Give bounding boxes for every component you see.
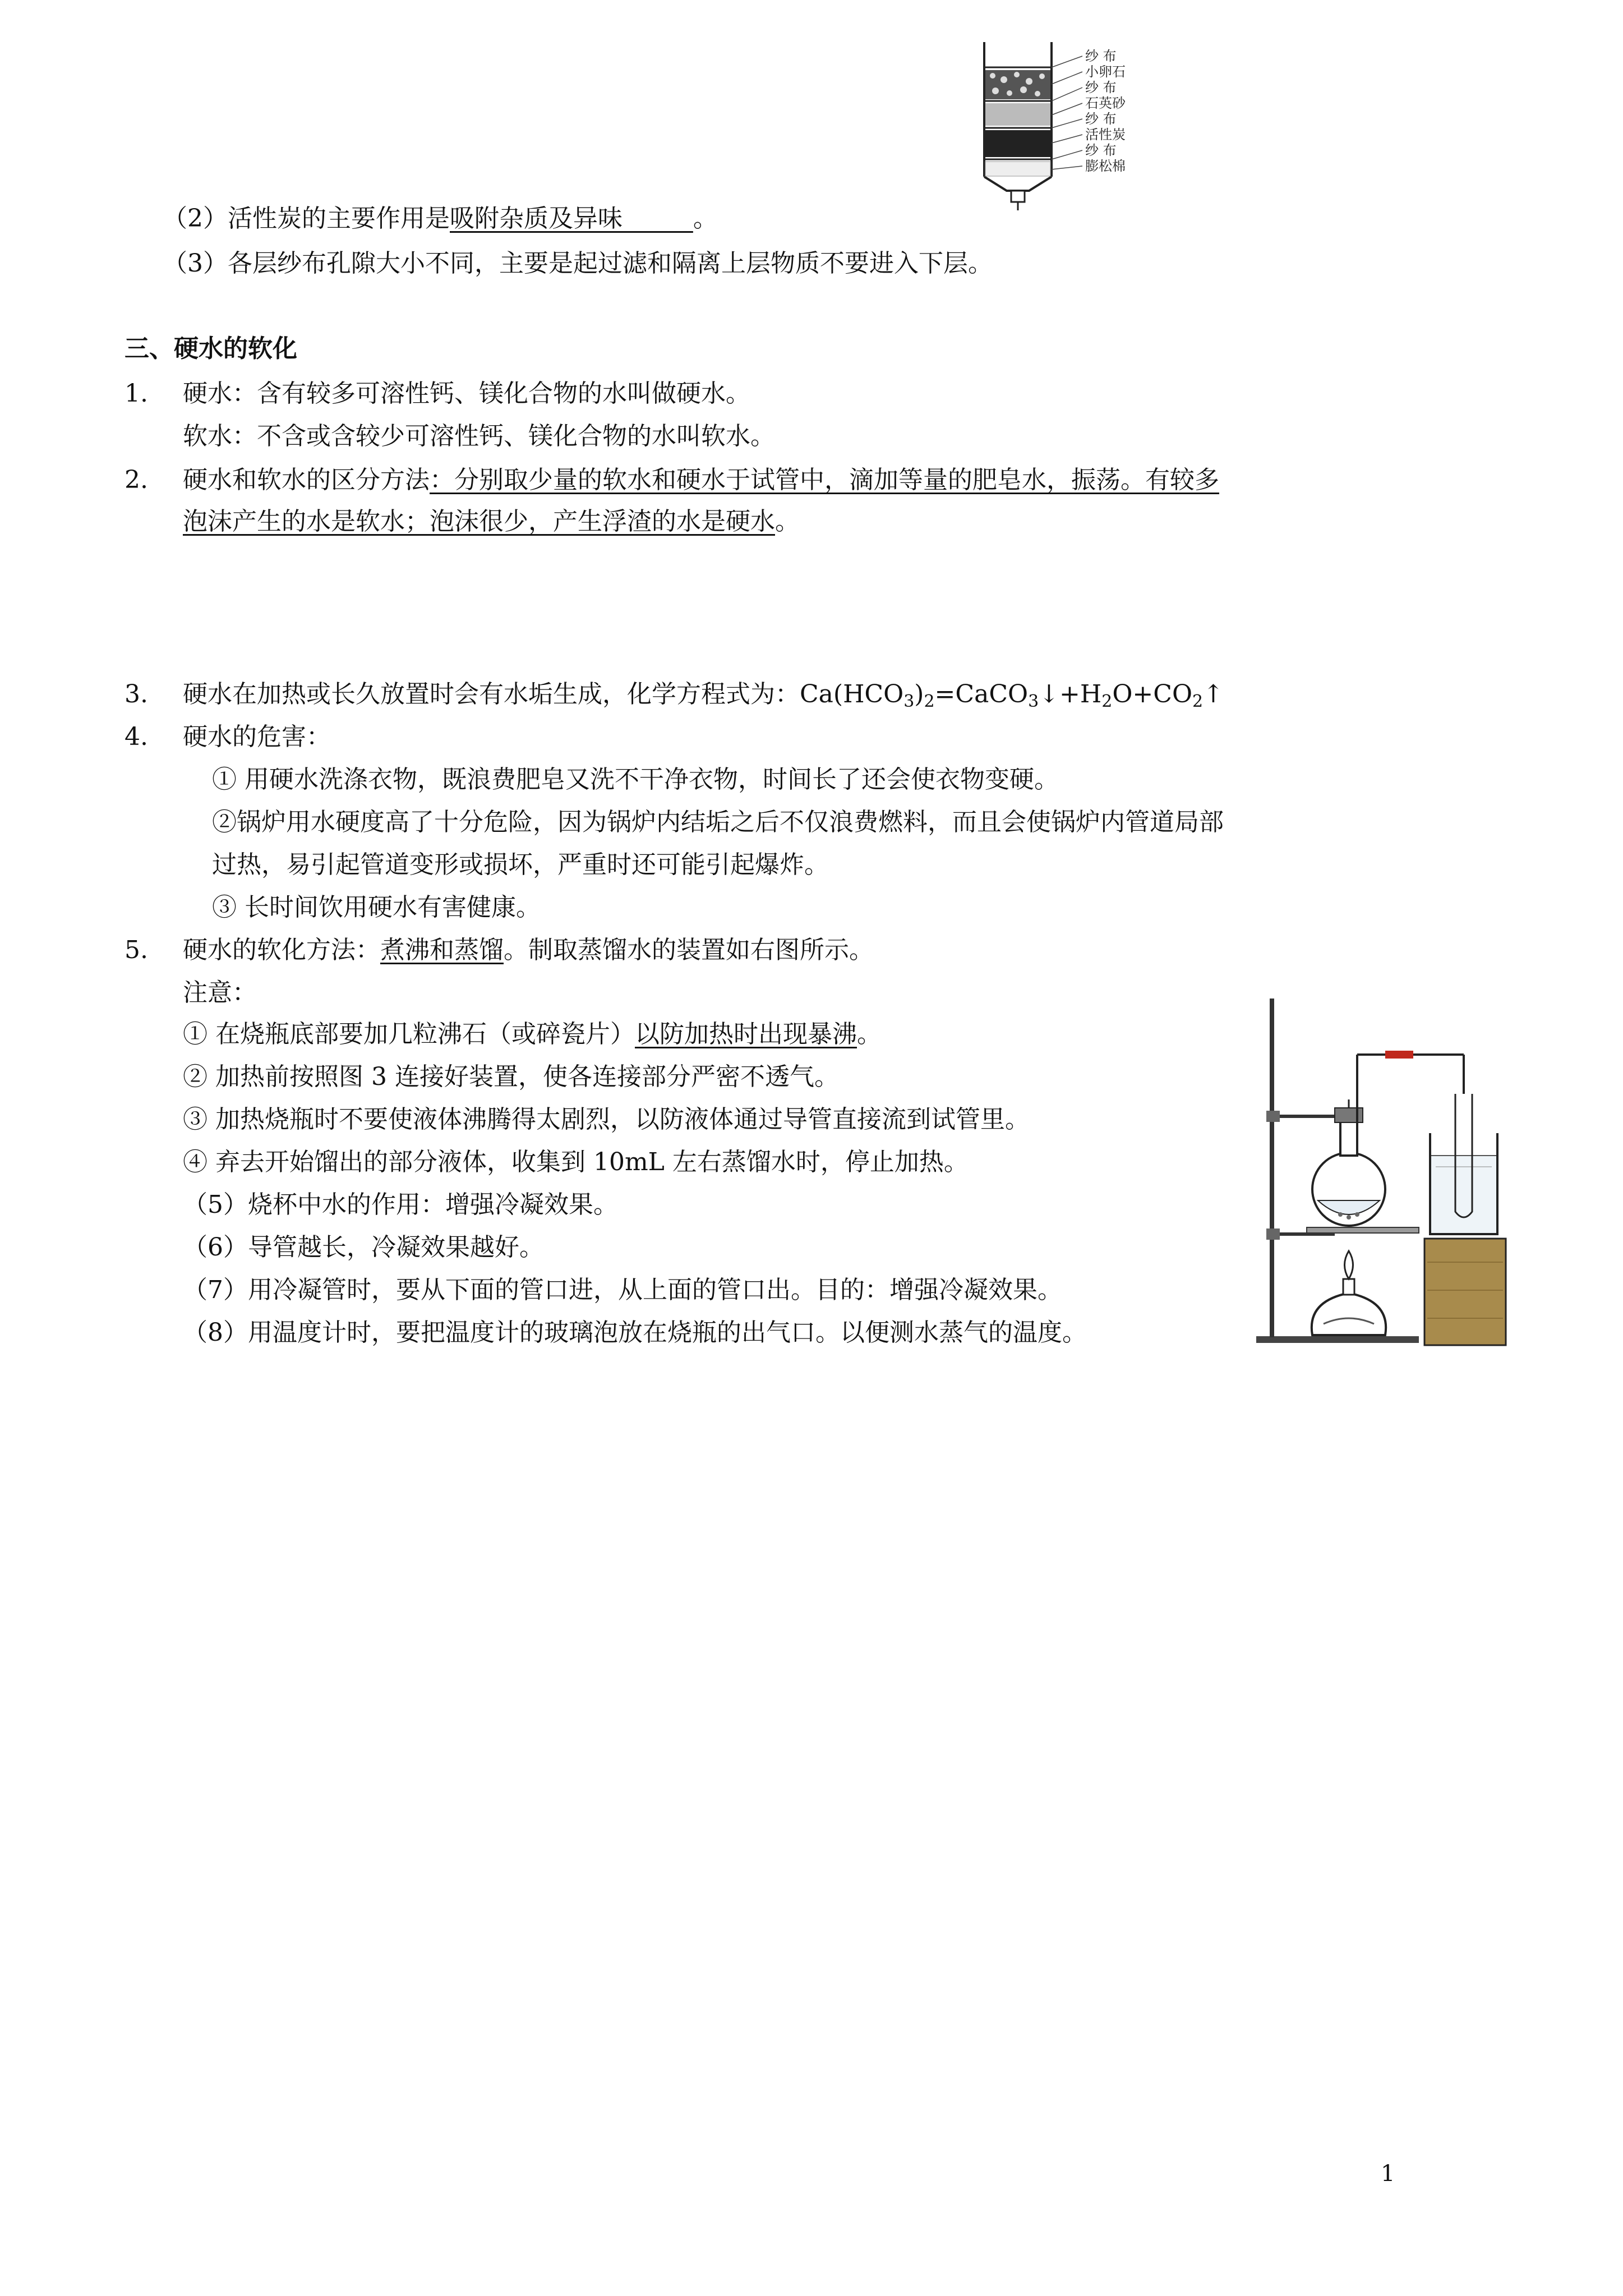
answer-softening: 煮沸和蒸馏 <box>380 936 504 964</box>
item-2-line-1: 硬水和软水的区分方法：分别取少量的软水和硬水于试管中，滴加等量的肥皂水，振荡。有较多 <box>183 466 1219 494</box>
item-2-line-2: 泡沫产生的水是软水；泡沫很少，产生浮渣的水是硬水。 <box>183 507 800 536</box>
line-activated-carbon: （2）活性炭的主要作用是吸附杂质及异味 。 <box>163 204 718 233</box>
item-5-number: 5. <box>125 936 148 964</box>
item-4-harm-2a: ②锅炉用水硬度高了十分危险，因为锅炉内结垢之后不仅浪费燃料，而且会使锅炉内管道局部 <box>212 808 1224 836</box>
note-1: ① 在烧瓶底部要加几粒沸石（或碎瓷片）以防加热时出现暴沸。 <box>183 1020 882 1048</box>
answer-distinguish: 分别取少量的软水和硬水于试管中，滴加等量的肥皂水，振荡。有较多 <box>454 466 1219 494</box>
filter-label-gauze-2: 纱 布 <box>1085 80 1117 95</box>
filter-label-gauze-1: 纱 布 <box>1085 48 1117 64</box>
water-filter-drawing <box>973 39 1209 213</box>
distillation-apparatus-drawing <box>1251 987 1509 1352</box>
note-3: ③ 加热烧瓶时不要使液体沸腾得太剧烈，以防液体通过导管直接流到试管里。 <box>183 1105 1030 1134</box>
item-4-harm-1: ① 用硬水洗涤衣物，既浪费肥皂又洗不干净衣物，时间长了还会使衣物变硬。 <box>212 765 1059 794</box>
note-2: ② 加热前按照图 3 连接好装置，使各连接部分严密不透气。 <box>183 1062 839 1091</box>
item-1-number: 1. <box>125 379 148 408</box>
item-2-number: 2. <box>125 466 148 494</box>
note-6: （6）导管越长，冷凝效果越好。 <box>183 1233 544 1262</box>
note-5: （5）烧杯中水的作用：增强冷凝效果。 <box>183 1190 618 1219</box>
item-4-number: 4. <box>125 723 148 751</box>
line-gauze: （3）各层纱布孔隙大小不同，主要是起过滤和隔离上层物质不要进入下层。 <box>163 249 993 278</box>
item-4-title: 硬水的危害： <box>183 723 331 751</box>
filter-label-gauze-3: 纱 布 <box>1085 111 1117 127</box>
section-title: 三、硬水的软化 <box>125 334 297 363</box>
note-title: 注意： <box>183 978 257 1007</box>
page-number: 1 <box>1381 2161 1395 2187</box>
distillation-apparatus-figure <box>1251 987 1509 1352</box>
answer-boiling-chips: 以防加热时出现暴沸 <box>635 1020 857 1048</box>
item-1-hard-water: 硬水：含有较多可溶性钙、镁化合物的水叫做硬水。 <box>183 379 750 408</box>
note-7: （7）用冷凝管时，要从下面的管口进，从上面的管口出。目的：增强冷凝效果。 <box>183 1276 1062 1304</box>
item-3-number: 3. <box>125 680 148 708</box>
filter-label-activated-carbon: 活性炭 <box>1085 127 1126 142</box>
water-filter-figure <box>973 39 1209 213</box>
item-5-softening: 硬水的软化方法：煮沸和蒸馏。制取蒸馏水的装置如右图所示。 <box>183 936 874 964</box>
filter-label-quartz-sand: 石英砂 <box>1085 95 1126 111</box>
note-4: ④ 弃去开始馏出的部分液体，收集到 10mL 左右蒸馏水时，停止加热。 <box>183 1148 969 1176</box>
item-1-soft-water: 软水：不含或含较少可溶性钙、镁化合物的水叫软水。 <box>183 422 775 450</box>
filter-label-pebbles: 小卵石 <box>1085 64 1126 80</box>
item-4-harm-3: ③ 长时间饮用硬水有害健康。 <box>212 893 541 922</box>
item-3-equation-line: 硬水在加热或长久放置时会有水垢生成，化学方程式为：$Ca(HCO_3)_2=CaCO_3↓+H_2O+CO_2↑$ <box>183 680 1224 711</box>
note-8: （8）用温度计时，要把温度计的玻璃泡放在烧瓶的出气口。以便测水蒸气的温度。 <box>183 1318 1087 1347</box>
item-4-harm-2b: 过热，易引起管道变形或损坏，严重时还可能引起爆炸。 <box>212 850 829 879</box>
answer-activated-carbon: 吸附杂质及异味 <box>450 204 623 233</box>
filter-label-gauze-4: 纱 布 <box>1085 142 1117 158</box>
chemical-equation: $Ca(HCO_3)_2=CaCO_3↓+H_2O+CO_2↑$ <box>800 680 1224 711</box>
filter-label-cotton: 膨松棉 <box>1085 158 1126 174</box>
